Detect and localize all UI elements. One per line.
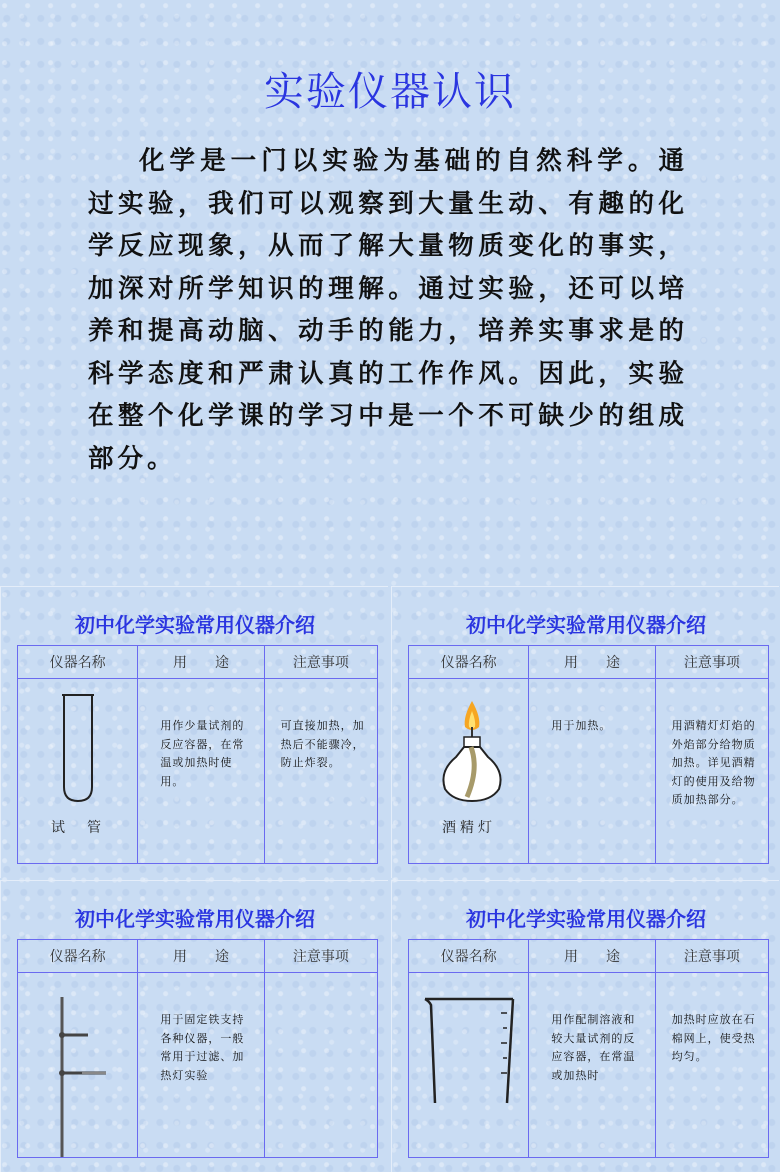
notes-cell: [264, 679, 377, 864]
instrument-table: [408, 645, 769, 864]
panel-title: 初中化学实验常用仪器介绍: [466, 613, 706, 637]
header-instrument-name: 仪器名称: [18, 646, 138, 679]
usage-cell: [529, 973, 655, 1158]
header-notes: 注意事项: [264, 940, 377, 973]
instrument-panel-test-tube: [0, 586, 388, 878]
instrument-table: [17, 645, 378, 864]
usage-text: 用作配制溶液和较大量试剂的反应容器，在常温或加热时: [551, 1013, 636, 1082]
header-instrument-name: 仪器名称: [409, 940, 529, 973]
header-usage: 用 途: [529, 940, 655, 973]
header-notes: 注意事项: [655, 646, 768, 679]
usage-cell: [138, 973, 264, 1158]
notes-text: [265, 973, 377, 1011]
usage-text: 用于加热。: [551, 719, 612, 732]
notes-text: 用酒精灯灯焰的外焰部分给物质加热。详见酒精灯的使用及给物质加热部分。: [671, 719, 756, 806]
instrument-image-cell: [18, 973, 138, 1158]
iron-stand-icon: [18, 973, 138, 1157]
instrument-table: [17, 939, 378, 1158]
header-notes: 注意事项: [655, 940, 768, 973]
header-instrument-name: 仪器名称: [409, 646, 529, 679]
header-instrument-name: 仪器名称: [18, 940, 138, 973]
panel-title: 初中化学实验常用仪器介绍: [75, 907, 315, 931]
panel-title: 初中化学实验常用仪器介绍: [466, 907, 706, 931]
usage-text: 用作少量试剂的反应容器，在常温或加热时使用。: [160, 719, 245, 788]
notes-text: 可直接加热，加热后不能骤冷，防止炸裂。: [280, 719, 365, 769]
instrument-panel-iron-stand: [0, 880, 388, 1172]
usage-text: 用于固定铁支持各种仪器，一般常用于过滤、加热灯实验: [160, 1013, 245, 1082]
header-usage: 用 途: [138, 646, 264, 679]
instrument-image-cell: [18, 679, 138, 864]
usage-cell: [529, 679, 655, 864]
panel-title: 初中化学实验常用仪器介绍: [75, 613, 315, 637]
notes-cell: [655, 679, 768, 864]
instrument-panel-beaker: [391, 880, 779, 1172]
instrument-panel-alcohol-lamp: [391, 586, 779, 878]
notes-cell: [655, 973, 768, 1158]
notes-cell: [264, 973, 377, 1158]
page-title: 实验仪器认识: [264, 69, 516, 115]
instrument-name: 酒精灯: [442, 820, 496, 836]
header-usage: 用 途: [138, 940, 264, 973]
instrument-image-cell: [409, 973, 529, 1158]
instrument-name: 试 管: [51, 820, 105, 836]
usage-cell: [138, 679, 264, 864]
header-usage: 用 途: [529, 646, 655, 679]
intro-paragraph: 化学是一门以实验为基础的自然科学。通过实验，我们可以观察到大量生动、有趣的化学反应现象，从而了解大量物质变化的事实，加深对所学知识的理解。通过实验，还可以培养和提高动脑、动手的能力，培养实事求是的科学态度和严肃认真的工作作风。因此，实验在整个化学课的学习中是一个不可缺少的组成部分。: [88, 146, 688, 474]
notes-text: 加热时应放在石棉网上，使受热均匀。: [671, 1013, 756, 1063]
beaker-icon: [409, 973, 529, 1157]
instrument-image-cell: [409, 679, 529, 864]
instrument-table: [408, 939, 769, 1158]
header-notes: 注意事项: [264, 646, 377, 679]
